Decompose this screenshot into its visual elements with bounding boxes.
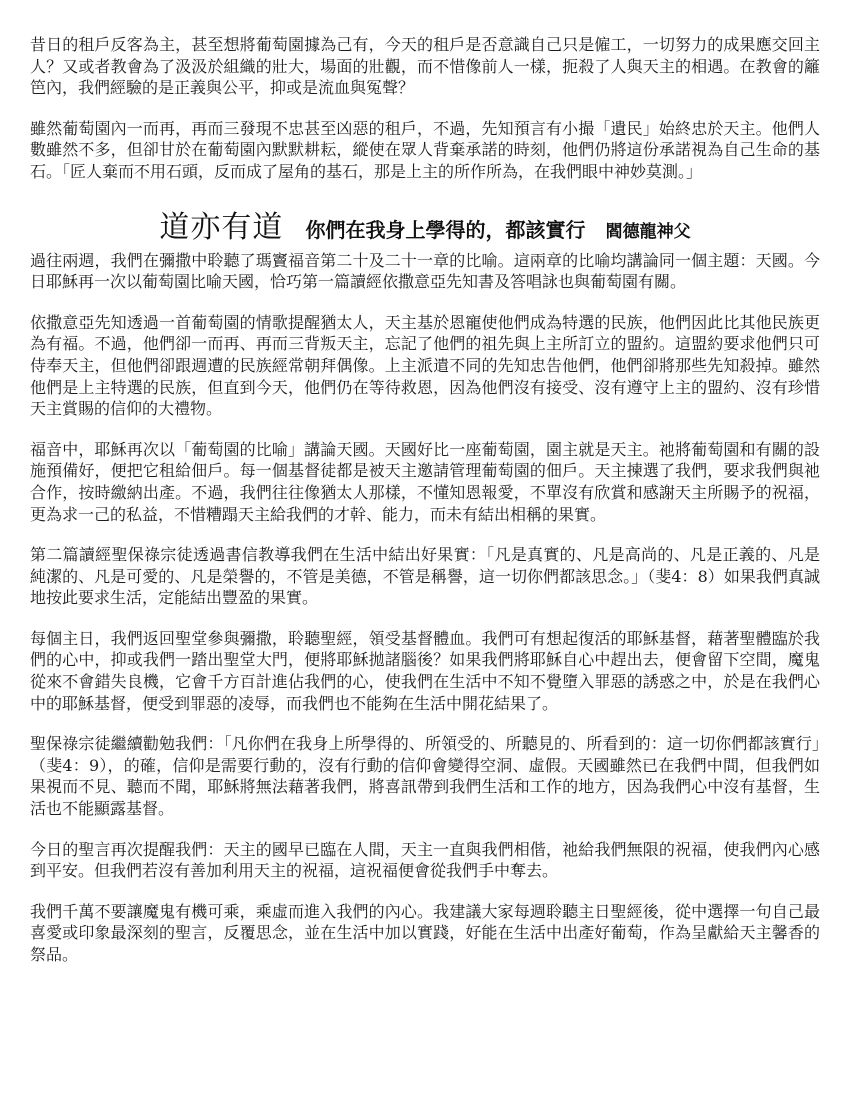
- paragraph-tenants-of-old: 昔日的租戶反客為主，甚至想將葡萄園據為己有，今天的租戶是否意識自己只是僱工，一切努力的成果應交回主人？又或者教會為了汲汲於組織的壯大，場面的壯觀，而不惜像前人一樣，扼殺了人與天主的相遇。在教會的籬笆內，我們經驗的是正義與公平，抑或是流血與冤聲？: [30, 35, 820, 98]
- author-name: 閻德龍神父: [605, 221, 691, 242]
- paragraph-todays-word-reminder: 今日的聖言再次提醒我們：天主的國早已臨在人間，天主一直與我們相偕，祂給我們無限的祝福，使我們內心感到平安。但我們若沒有善加利用天主的祝福，這祝福便會從我們手中奪去。: [30, 839, 820, 881]
- paragraph-closing-advice: 我們千萬不要讓魔鬼有機可乘，乘虛而進入我們的內心。我建議大家每週聆聽主日聖經後，從中選擇一句自己最喜愛或印象最深刻的聖言，反覆思念，並在生活中加以實踐，好能在生活中出產好葡萄，作為呈獻給天主馨香的祭品。: [30, 901, 820, 964]
- paragraph-sunday-mass-reflection: 每個主日，我們返回聖堂參與彌撒，聆聽聖經，領受基督體血。我們可有想起復活的耶穌基督，藉著聖體臨於我們的心中，抑或我們一踏出聖堂大門，便將耶穌拋諸腦後？如果我們將耶穌自心中趕出去，便會留下空間，魔鬼從來不會錯失良機，它會千方百計進佔我們的心，使我們在生活中不知不覺墮入罪惡的誘惑之中，於是在我們心中的耶穌基督，便受到罪惡的凌辱，而我們也不能夠在生活中開花結果了。: [30, 628, 820, 713]
- paragraph-second-reading-paul: 第二篇讀經聖保祿宗徒透過書信教導我們在生活中結出好果實：「凡是真實的、凡是高尚的、凡是正義的、凡是純潔的、凡是可愛的、凡是榮譽的，不管是美德，不管是稱譽，這一切你們都該思念。」（斐4：8）如果我們真誠地按此要求生活，定能結出豐盈的果實。: [30, 545, 820, 608]
- paragraph-gospel-vineyard-parable: 福音中，耶穌再次以「葡萄園的比喻」講論天國。天國好比一座葡萄園，園主就是天主。祂將葡萄園和有關的設施預備好，便把它租給佃戶。每一個基督徒都是被天主邀請管理葡萄園的佃戶。天主揀選了我們，要求我們與祂合作，按時繳納出產。不過，我們往往像猶太人那樣，不懂知恩報愛，不單沒有欣賞和感謝天主所賜予的祝福，更為求一己的私益，不惜糟蹋天主給我們的才幹、能力，而未有結出相稱的果實。: [30, 439, 820, 524]
- paragraph-faithful-remnant: 雖然葡萄園內一而再，再而三發現不忠甚至凶惡的租戶，不過，先知預言有小撮「遺民」始終忠於天主。他們人數雖然不多，但卻甘於在葡萄園內默默耕耘，縱使在眾人背棄承諾的時刻，他們仍將這份承諾視為自己生命的基石。「匠人棄而不用石頭，反而成了屋角的基石，那是上主的所作所為，在我們眼中神妙莫測。」: [30, 118, 820, 181]
- paragraph-paul-exhortation: 聖保祿宗徒繼續勸勉我們：「凡你們在我身上所學得的、所領受的、所聽見的、所看到的：這一切你們都該實行」（斐4：9），的確，信仰是需要行動的，沒有行動的信仰會變得空洞、虛假。天國雖然已在我們中間，但我們如果視而不見、聽而不聞，耶穌將無法藉著我們，將喜訊帶到我們生活和工作的地方，因為我們心中沒有基督，生活也不能顯露基督。: [30, 734, 820, 819]
- article-headline: 你們在我身上學得的，都該實行: [305, 217, 586, 242]
- article-header: [30, 202, 820, 246]
- paragraph-intro-two-weeks: 過往兩週，我們在彌撒中聆聽了瑪竇福音第二十及二十一章的比喻。這兩章的比喻均講論同一個主題：天國。今日耶穌再一次以葡萄園比喻天國，恰巧第一篇讀經依撒意亞先知書及答唱詠也與葡萄園有關。: [30, 250, 820, 292]
- paragraph-isaiah-vineyard-song: 依撒意亞先知透過一首葡萄園的情歌提醒猶太人，天主基於恩寵使他們成為特選的民族，他們因此比其他民族更為有福。不過，他們卻一而再、再而三背叛天主，忘記了他們的祖先與上主所訂立的盟約。這盟約要求他們只可侍奉天主，但他們卻跟週遭的民族經常朝拜偶像。上主派遣不同的先知忠告他們，他們卻將那些先知殺掉。雖然他們是上主特選的民族，但直到今天，他們仍在等待救恩，因為他們沒有接受、沒有遵守上主的盟約、沒有珍惜天主賞賜的信仰的大禮物。: [30, 312, 820, 419]
- column-title: 道亦有道: [159, 209, 284, 245]
